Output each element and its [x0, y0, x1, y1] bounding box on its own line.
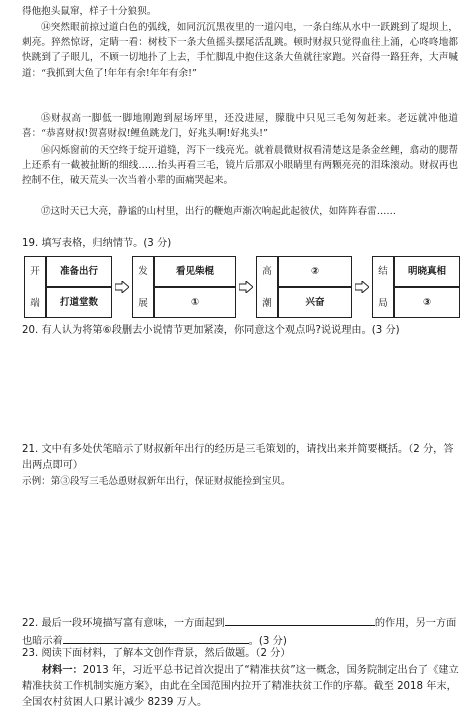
story-paragraph-16: ⑯闪烁窗前的天空终于绽开道缝，泻下一线亮光。就着晨微财叔看清楚这是条金丝鲤，翕动的腮帮上还系有一截被扯断的细线……抬头再看三毛，镜片后那双小眼睛里有两颗亮亮的泪珠滚动。财叔再也控制不住，破天荒头一次当着小辈的面痛哭起来。 — [22, 145, 458, 187]
arrow-right-icon — [239, 281, 253, 293]
question-22-text-c: 。(3 分) — [248, 636, 287, 647]
stage-label-development — [132, 256, 154, 318]
stage-label-opening — [24, 256, 46, 318]
answer-blank[interactable] — [63, 632, 249, 644]
flow-cell: ③ — [394, 287, 460, 318]
flow-cell: 兴奋 — [278, 287, 352, 318]
stage-label-char: 开 — [30, 266, 40, 277]
question-22-text-b: 的作用，另一方面也暗示着 — [22, 618, 457, 647]
stage-label-char: 局 — [378, 298, 388, 309]
flow-cell: 看见柴棍 — [154, 256, 236, 287]
question-21-example: 示例：第③段写三毛怂恿财叔新年出行，保证财叔能捡到宝贝。 — [22, 476, 291, 487]
flow-cell: ① — [154, 287, 236, 318]
stage-label-char: 端 — [30, 298, 40, 309]
stage-label-ending — [372, 256, 394, 318]
stage-label-char: 展 — [138, 298, 148, 309]
story-paragraph-intro: 得他抱头鼠窜，样子十分狼狈。 — [22, 6, 157, 17]
story-paragraph-15: ⑮财叔高一脚低一脚地刚跑到屋场坪里，还没进屋，朦胧中只见三毛匆匆赶来。老远就冲他道喜：“恭喜财叔!贺喜财叔!鲤鱼跳龙门，好兆头啊!好兆头!” — [22, 113, 458, 140]
flow-cell: 明晓真相 — [394, 256, 460, 287]
flow-cell: 打道堂数 — [46, 287, 112, 318]
stage-label-char: 高 — [262, 266, 272, 277]
question-19: 19. 填写表格，归纳情节。(3 分) — [22, 238, 172, 249]
material-label: 材料一： — [42, 665, 83, 676]
arrow-right-icon — [355, 281, 369, 293]
question-22 — [22, 614, 462, 650]
stage-label-char: 结 — [378, 266, 388, 277]
plot-flow-chart — [24, 256, 464, 318]
stage-label-char: 发 — [138, 266, 148, 277]
stage-label-char: 潮 — [262, 298, 272, 309]
story-paragraph-14: ⑭突然眼前掠过道白色的弧线，如同沉沉黑夜里的一道闪电，一条白练从水中一跃跳到了堤坝上，刺亮。猝然惊讶，定睛一看：树枝下一条大鱼摇头摆尾活乱跳。顿时财叔只觉得血往上涌，心咚咚地都快跳到了子眼儿，不顾一切地扑了上去，手忙脚乱中抱住这条大鱼就往家跑。兴奋得一路狂奔，大声喊道：“我抓到大鱼了!年年有余!年年有余!” — [22, 22, 458, 79]
question-20: 20. 有人认为将第⑥段删去小说情节更加紧凑，你同意这个观点吗?说说理由。(3 分) — [22, 325, 400, 336]
stage-label-climax — [256, 256, 278, 318]
material-one — [22, 663, 462, 711]
answer-blank[interactable] — [225, 614, 375, 626]
question-22-text-a: 22. 最后一段环境描写富有意味，一方面起到 — [22, 618, 225, 629]
story-paragraph-17: ⑰这时天已大亮，静谧的山村里，出行的鞭炮声渐次响起此起彼伏，如阵阵春雷…… — [41, 206, 396, 217]
material-text: 2013 年，习近平总书记首次提出了“精准扶贫”这一概念，国务院制定出台了《建立精准扶贫工作机制实施方案》，由此在全国范围内拉开了精准扶贫工作的序幕。截至 2018 年末，全国农村贫困人口累计减少 8239 万人。 — [22, 665, 459, 708]
flow-cell: ② — [278, 256, 352, 287]
question-23: 23. 阅读下面材料，了解本文创作背景，然后做题。（2 分） — [22, 648, 291, 659]
question-21: 21. 文中有多处伏笔暗示了财叔新年出行的经历是三毛策划的，请找出来并简要概括。（2 分，答出两点即可） — [22, 444, 454, 471]
arrow-right-icon — [115, 281, 129, 293]
flow-cell: 准备出行 — [46, 256, 112, 287]
